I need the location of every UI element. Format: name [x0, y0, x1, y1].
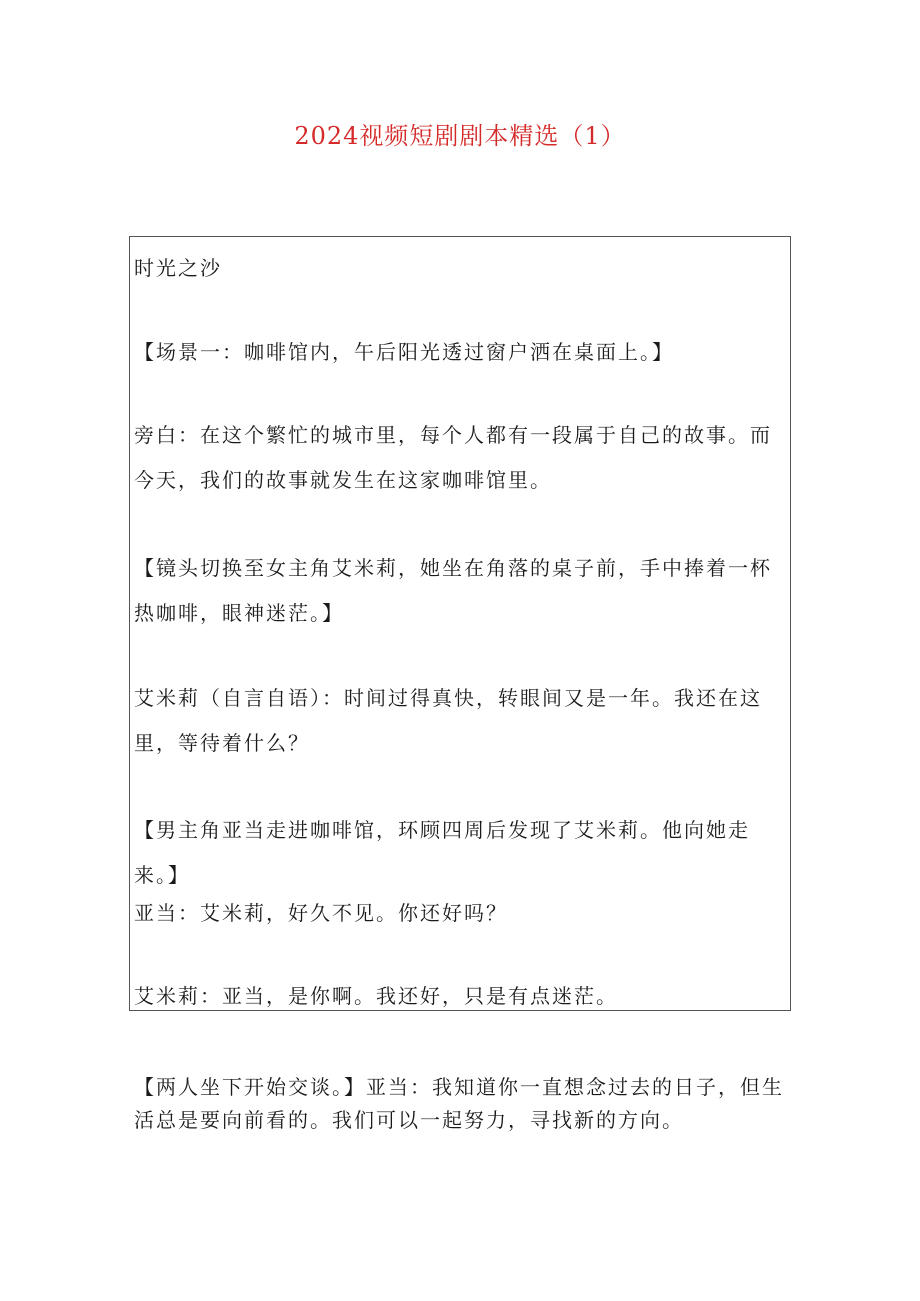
conversation-paragraph: 【两人坐下开始交谈。】亚当：我知道你一直想念过去的日子，但生活总是要向前看的。我们可以一起努力，寻找新的方向。: [134, 1075, 784, 1132]
emily-reply-line: 艾米莉：亚当，是你啊。我还好，只是有点迷茫。: [134, 984, 618, 1008]
scene-direction: 【场景一：咖啡馆内，午后阳光透过窗户洒在桌面上。】: [134, 340, 674, 364]
camera-direction: 【镜头切换至女主角艾米莉，她坐在角落的桌子前，手中捧着一杯热咖啡，眼神迷茫。】: [134, 556, 772, 625]
emily-line: 艾米莉（自言自语）：时间过得真快，转眼间又是一年。我还在这里，等待着什么？: [134, 686, 762, 755]
document-title: 2024视频短剧剧本精选（1）: [294, 122, 626, 150]
adam-line: 亚当：艾米莉，好久不见。你还好吗？: [134, 901, 508, 925]
adam-enters-direction: 【男主角亚当走进咖啡馆，环顾四周后发现了艾米莉。他向她走来。】: [134, 818, 750, 887]
narration-line: 旁白：在这个繁忙的城市里，每个人都有一段属于自己的故事。而今天，我们的故事就发生在这家咖啡馆里。: [134, 423, 772, 492]
script-title: 时光之沙: [134, 256, 222, 280]
